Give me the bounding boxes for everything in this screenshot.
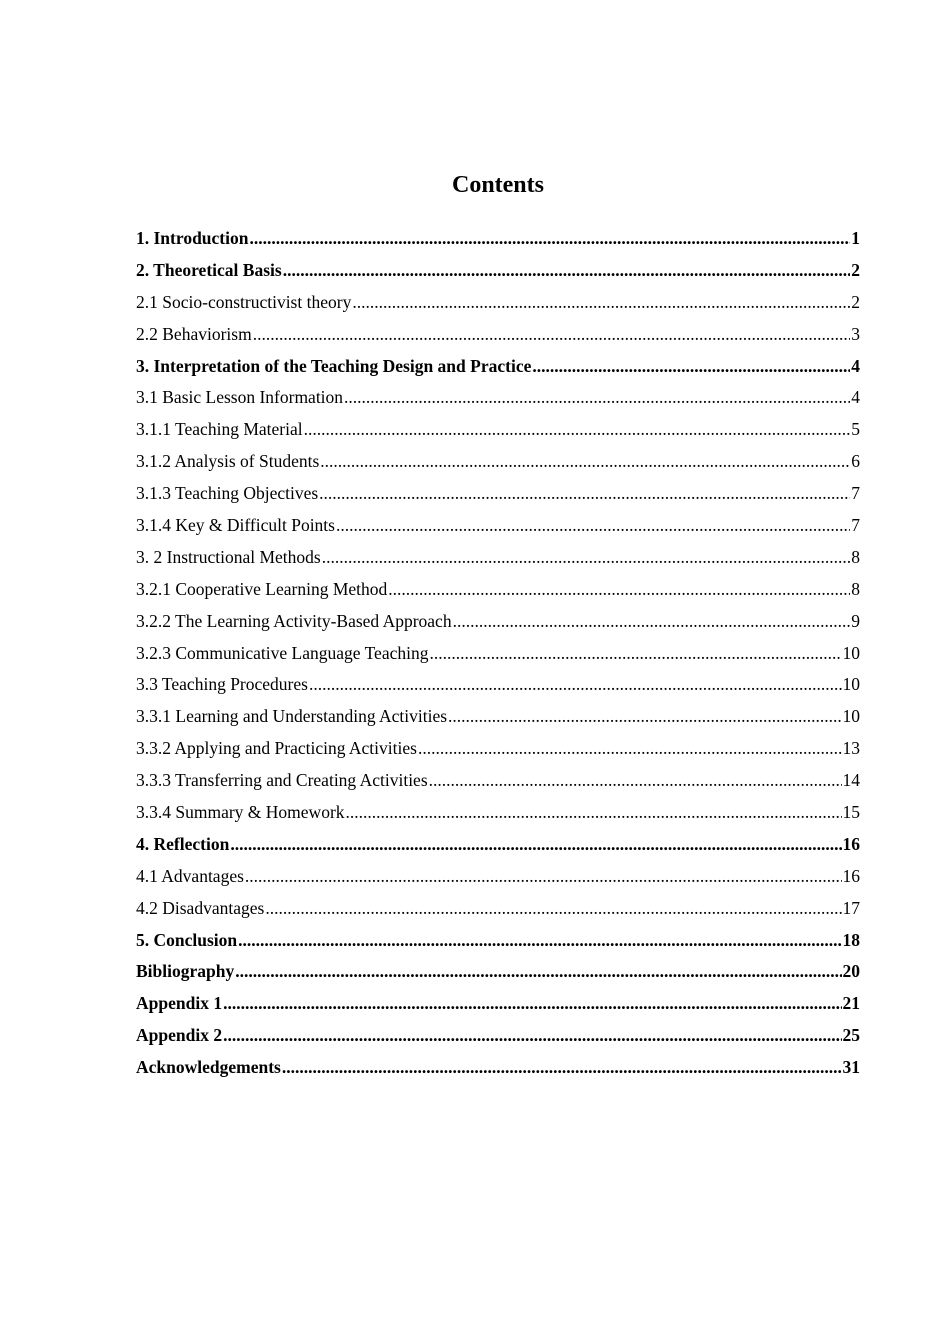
toc-entry-page-number: 17 <box>842 897 860 918</box>
toc-entry-title: 3.2.3 Communicative Language Teaching <box>136 642 429 663</box>
toc-dot-leader <box>418 734 842 762</box>
toc-dot-leader <box>336 511 850 539</box>
toc-entry-title: 3.1 Basic Lesson Information <box>136 387 344 408</box>
toc-entry-title: 5. Conclusion <box>136 929 238 950</box>
toc-entry-title: 3.3 Teaching Procedures <box>136 674 308 695</box>
toc-dot-leader <box>238 926 841 954</box>
toc-dot-leader <box>320 447 850 475</box>
toc-entry[interactable] <box>136 862 860 894</box>
toc-entry-page-number: 21 <box>842 993 860 1014</box>
toc-entry-title: Appendix 1 <box>136 993 223 1014</box>
toc-dot-leader <box>453 607 851 635</box>
toc-entry-page-number: 3 <box>851 323 860 344</box>
toc-entry[interactable] <box>136 926 860 958</box>
toc-entry-title: 4.1 Advantages <box>136 865 244 886</box>
toc-dot-leader <box>245 862 842 890</box>
toc-entry[interactable] <box>136 1021 860 1053</box>
toc-dot-leader <box>223 1021 841 1049</box>
table-of-contents <box>136 224 860 1085</box>
toc-entry-page-number: 4 <box>851 355 860 376</box>
toc-entry-title: 3.2.1 Cooperative Learning Method <box>136 578 388 599</box>
toc-entry-title: 3.3.2 Applying and Practicing Activities <box>136 738 417 759</box>
toc-entry-title: Appendix 2 <box>136 1025 223 1046</box>
toc-entry-page-number: 25 <box>842 1025 860 1046</box>
toc-dot-leader <box>265 894 841 922</box>
toc-entry-page-number: 8 <box>851 546 860 567</box>
toc-entry-page-number: 1 <box>851 228 860 248</box>
toc-entry-title: 3.1.4 Key & Difficult Points <box>136 515 335 536</box>
toc-entry-title: 2. Theoretical Basis <box>136 259 282 280</box>
toc-dot-leader <box>249 224 850 252</box>
toc-entry-page-number: 20 <box>842 961 860 982</box>
toc-entry-title: 3.1.2 Analysis of Students <box>136 451 320 472</box>
toc-entry[interactable] <box>136 639 860 671</box>
page-title: Contents <box>451 172 544 199</box>
toc-entry[interactable] <box>136 766 860 798</box>
toc-dot-leader <box>283 256 851 284</box>
toc-entry-page-number: 2 <box>851 259 860 280</box>
toc-entry-title: 2.1 Socio-constructivist theory <box>136 291 352 312</box>
toc-entry[interactable] <box>136 670 860 702</box>
toc-dot-leader <box>304 415 851 443</box>
toc-entry-page-number: 10 <box>842 706 860 727</box>
toc-entry[interactable] <box>136 575 860 607</box>
toc-dot-leader <box>253 320 851 348</box>
toc-entry-title: 3.3.4 Summary & Homework <box>136 802 345 823</box>
toc-dot-leader <box>448 702 841 730</box>
toc-entry[interactable] <box>136 894 860 926</box>
toc-entry-title: Acknowledgements <box>136 1057 281 1078</box>
toc-dot-leader <box>319 479 850 507</box>
toc-dot-leader <box>532 352 850 380</box>
toc-dot-leader <box>346 798 842 826</box>
toc-entry-page-number: 16 <box>842 833 860 854</box>
toc-entry-title: 3. Interpretation of the Teaching Design and Practice <box>136 355 532 376</box>
toc-entry[interactable] <box>136 479 860 511</box>
toc-entry[interactable] <box>136 734 860 766</box>
toc-entry-title: 3.3.1 Learning and Understanding Activities <box>136 706 448 727</box>
toc-entry[interactable] <box>136 607 860 639</box>
toc-entry[interactable] <box>136 415 860 447</box>
toc-entry[interactable] <box>136 224 860 256</box>
toc-entry[interactable] <box>136 989 860 1021</box>
toc-entry-title: 3. 2 Instructional Methods <box>136 546 321 567</box>
toc-entry[interactable] <box>136 1053 860 1085</box>
toc-dot-leader <box>429 766 842 794</box>
toc-entry-title: 4.2 Disadvantages <box>136 897 265 918</box>
toc-entry-title: Bibliography <box>136 961 235 982</box>
toc-entry-page-number: 10 <box>842 674 860 695</box>
toc-entry-page-number: 7 <box>851 515 860 536</box>
toc-entry-page-number: 18 <box>842 929 860 950</box>
toc-entry-title: 3.3.3 Transferring and Creating Activities <box>136 770 428 791</box>
toc-entry[interactable] <box>136 957 860 989</box>
toc-entry[interactable] <box>136 798 860 830</box>
toc-dot-leader <box>429 639 841 667</box>
toc-dot-leader <box>352 288 850 316</box>
toc-entry[interactable] <box>136 288 860 320</box>
toc-dot-leader <box>322 543 851 571</box>
toc-entry-page-number: 14 <box>842 770 860 791</box>
toc-entry-page-number: 9 <box>851 610 860 631</box>
toc-dot-leader <box>223 989 841 1017</box>
toc-entry-page-number: 5 <box>851 419 860 440</box>
toc-entry-page-number: 2 <box>851 291 860 312</box>
toc-dot-leader <box>282 1053 842 1081</box>
toc-dot-leader <box>235 957 841 985</box>
toc-entry[interactable] <box>136 320 860 352</box>
toc-entry-page-number: 4 <box>851 387 860 408</box>
toc-entry-title: 1. Introduction <box>136 228 249 248</box>
toc-entry-page-number: 7 <box>851 483 860 504</box>
toc-entry-page-number: 6 <box>851 451 860 472</box>
toc-entry-page-number: 10 <box>842 642 860 663</box>
toc-entry-title: 4. Reflection <box>136 833 230 854</box>
toc-entry-title: 3.1.3 Teaching Objectives <box>136 483 319 504</box>
toc-dot-leader <box>309 670 842 698</box>
toc-dot-leader <box>344 383 850 411</box>
toc-entry-page-number: 31 <box>842 1057 860 1078</box>
toc-entry[interactable] <box>136 830 860 862</box>
toc-dot-leader <box>388 575 850 603</box>
toc-entry-title: 2.2 Behaviorism <box>136 323 252 344</box>
toc-entry[interactable] <box>136 352 860 384</box>
toc-entry-page-number: 16 <box>842 865 860 886</box>
toc-entry[interactable] <box>136 256 860 288</box>
toc-dot-leader <box>230 830 841 858</box>
toc-entry-title: 3.1.1 Teaching Material <box>136 419 303 440</box>
toc-entry-page-number: 15 <box>842 802 860 823</box>
toc-entry[interactable] <box>136 511 860 543</box>
toc-entry[interactable] <box>136 383 860 415</box>
toc-entry[interactable] <box>136 447 860 479</box>
toc-entry-title: 3.2.2 The Learning Activity-Based Approach <box>136 610 452 631</box>
toc-entry[interactable] <box>136 702 860 734</box>
toc-entry-page-number: 13 <box>842 738 860 759</box>
toc-entry[interactable] <box>136 543 860 575</box>
toc-entry-page-number: 8 <box>851 578 860 599</box>
